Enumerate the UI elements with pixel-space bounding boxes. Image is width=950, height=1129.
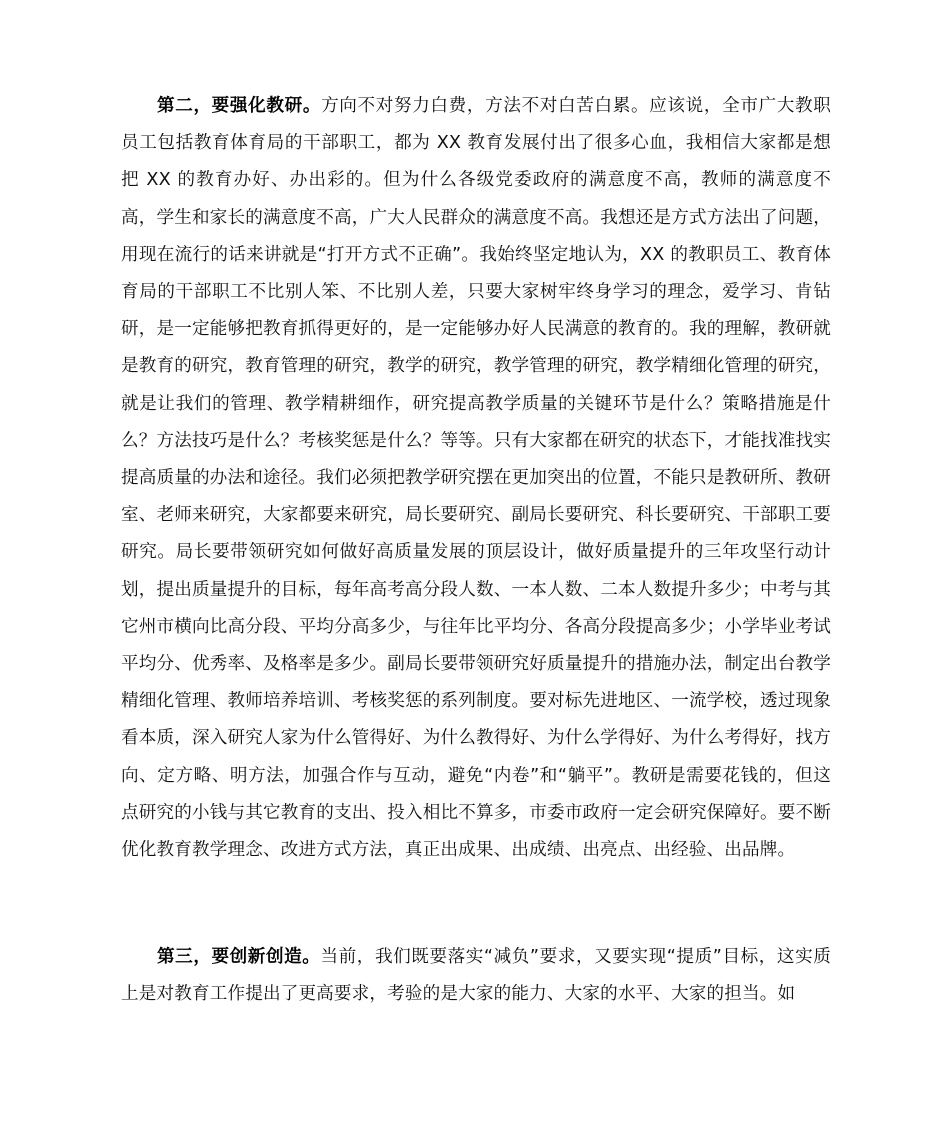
paragraph-body: 方向不对努力白费，方法不对白苦白累。应该说，全市广大教职员工包括教育体育局的干部职工，都为 XX 教育发展付出了很多心血，我相信大家都是想把 XX 的教育办好、办出彩的。但为什么各级党委政府的满意度不高，教师的满意度不高，学生和家长的满意度不高，广大人民群众的满意度不高。我想还是方式方法出了问题，用现在流行的话来讲就是“打开方式不正确”。我始终坚定地认为，XX 的教职员工、教育体育局的干部职工不比别人笨、不比别人差，只要大家树牢终身学习的理念，爱学习、肯钻研，是一定能够把教育抓得更好的，是一定能够办好人民满意的教育的。我的理解，教研就是教育的研究，教育管理的研究，教学的研究，教学管理的研究，教学精细化管理的研究，就是让我们的管理、教学精耕细作，研究提高教学质量的关键环节是什么？策略措施是什么？方法技巧是什么？考核奖惩是什么？等等。只有大家都在研究的状态下，才能找准找实提高质量的办法和途径。我们必须把教学研究摆在更加突出的位置，不能只是教研所、教研室、老师来研究，大家都要来研究，局长要研究、副局长要研究、科长要研究、干部职工要研究。局长要带领研究如何做好高质量发展的顶层设计，做好质量提升的三年攻坚行动计划，提出质量提升的目标，每年高考高分段人数、一本人数、二本人数提升多少；中考与其它州市横向比高分段、平均分高多少，与往年比平均分、各高分段提高多少；小学毕业考试平均分、优秀率、及格率是多少。副局长要带领研究好质量提升的措施办法，制定出台教学精细化管理、教师培养培训、考核奖惩的系列制度。要对标先进地区、一流学校，透过现象看本质，深入研究人家为什么管得好、为什么教得好、为什么学得好、为什么考得好，找方向、定方略、明方法，加强合作与互动，避免“内卷”和“躺平”。教研是需要花钱的，但这点研究的小钱与其它教育的支出、投入相比不算多，市委市政府一定会研究保障好。要不断优化教育教学理念、改进方式方法，真正出成果、出成绩、出亮点、出经验、出品牌。 <box>121 96 831 861</box>
paragraph-body: 当前，我们既要落实“减负”要求，又要实现“提质”目标，这实质上是对教育工作提出了更高要求，考验的是大家的能力、大家的水平、大家的担当。如 <box>121 947 831 1005</box>
paragraph-heading: 第三，要创新创造。 <box>157 947 321 967</box>
paragraph-innovate-create <box>121 939 831 1013</box>
paragraph-strengthen-research <box>121 88 831 869</box>
paragraph-heading: 第二，要强化教研。 <box>157 96 322 116</box>
